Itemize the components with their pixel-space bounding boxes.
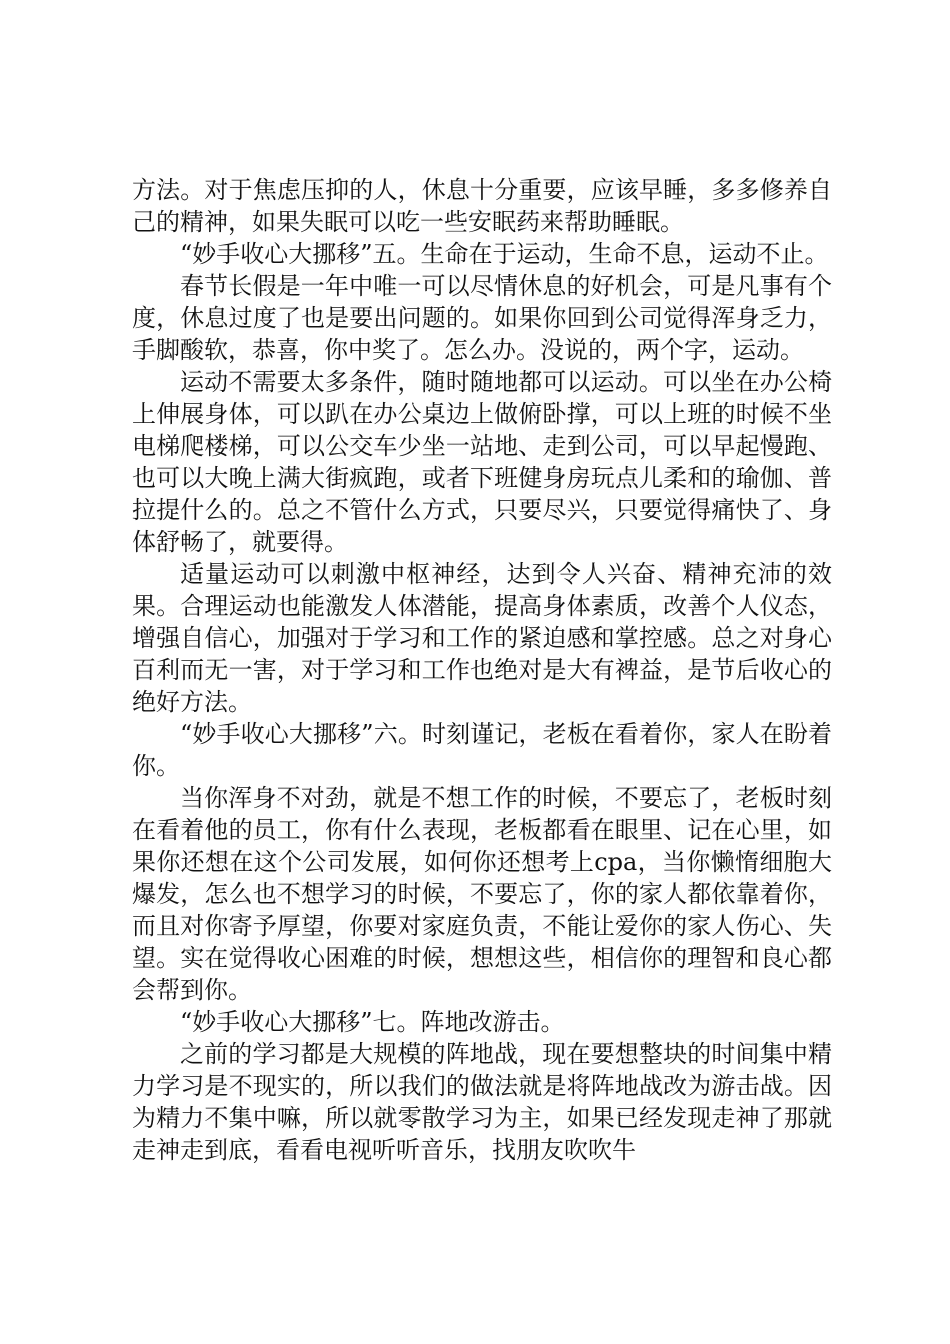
paragraph-exercise-anywhere: 运动不需要太多条件，随时随地都可以运动。可以坐在办公椅上伸展身体，可以趴在办公桌边上做俯卧撑，可以上班的时候不坐电梯爬楼梯，可以公交车少坐一站地、走到公司，可以早起慢跑、也可以大晚上满大街疯跑，或者下班健身房玩点儿柔和的瑜伽、普拉提什么的。总之不管什么方式，只要尽兴，只要觉得痛快了、身体舒畅了，就要得。 <box>132 368 832 556</box>
heading-method-seven: “妙手收心大挪移”七。阵地改游击。 <box>180 1008 565 1036</box>
heading-method-five: “妙手收心大挪移”五。生命在于运动，生命不息，运动不止。 <box>180 240 829 268</box>
paragraph-boss-family: 当你浑身不对劲，就是不想工作的时候，不要忘了，老板时刻在看着他的员工，你有什么表现，老板都看在眼里、记在心里，如果你还想在这个公司发展，如何你还想考上cpa，当你懒惰细胞大爆发，怎么也不想学习的时候，不要忘了，你的家人都依靠着你，而且对你寄予厚望，你要对家庭负责，不能让爱你的家人伤心、失望。实在觉得收心困难的时候，想想这些，相信你的理智和良心都会帮到你。 <box>132 784 832 1004</box>
heading-method-six: “妙手收心大挪移”六。时刻谨记，老板在看着你，家人在盼着你。 <box>132 720 832 780</box>
paragraph-guerrilla-study: 之前的学习都是大规模的阵地战，现在要想整块的时间集中精力学习是不现实的，所以我们的做法就是将阵地战改为游击战。因为精力不集中嘛，所以就零散学习为主，如果已经发现走神了那就走神走到底，看看电视听听音乐，找朋友吹吹牛 <box>132 1040 832 1164</box>
paragraph-holiday-rest: 春节长假是一年中唯一可以尽情休息的好机会，可是凡事有个度，休息过度了也是要出问题的。如果你回到公司觉得浑身乏力，手脚酸软，恭喜，你中奖了。怎么办。没说的，两个字，运动。 <box>132 272 832 364</box>
paragraph-exercise-benefits: 适量运动可以刺激中枢神经，达到令人兴奋、精神充沛的效果。合理运动也能激发人体潜能，提高身体素质，改善个人仪态，增强自信心，加强对于学习和工作的紧迫感和掌控感。总之对身心百利而无一害，对于学习和工作也绝对是大有裨益，是节后收心的绝好方法。 <box>132 560 832 716</box>
document-body <box>132 174 832 1166</box>
paragraph-rest-advice: 方法。对于焦虑压抑的人，休息十分重要，应该早睡，多多修养自己的精神，如果失眠可以吃一些安眠药来帮助睡眠。 <box>132 176 832 236</box>
